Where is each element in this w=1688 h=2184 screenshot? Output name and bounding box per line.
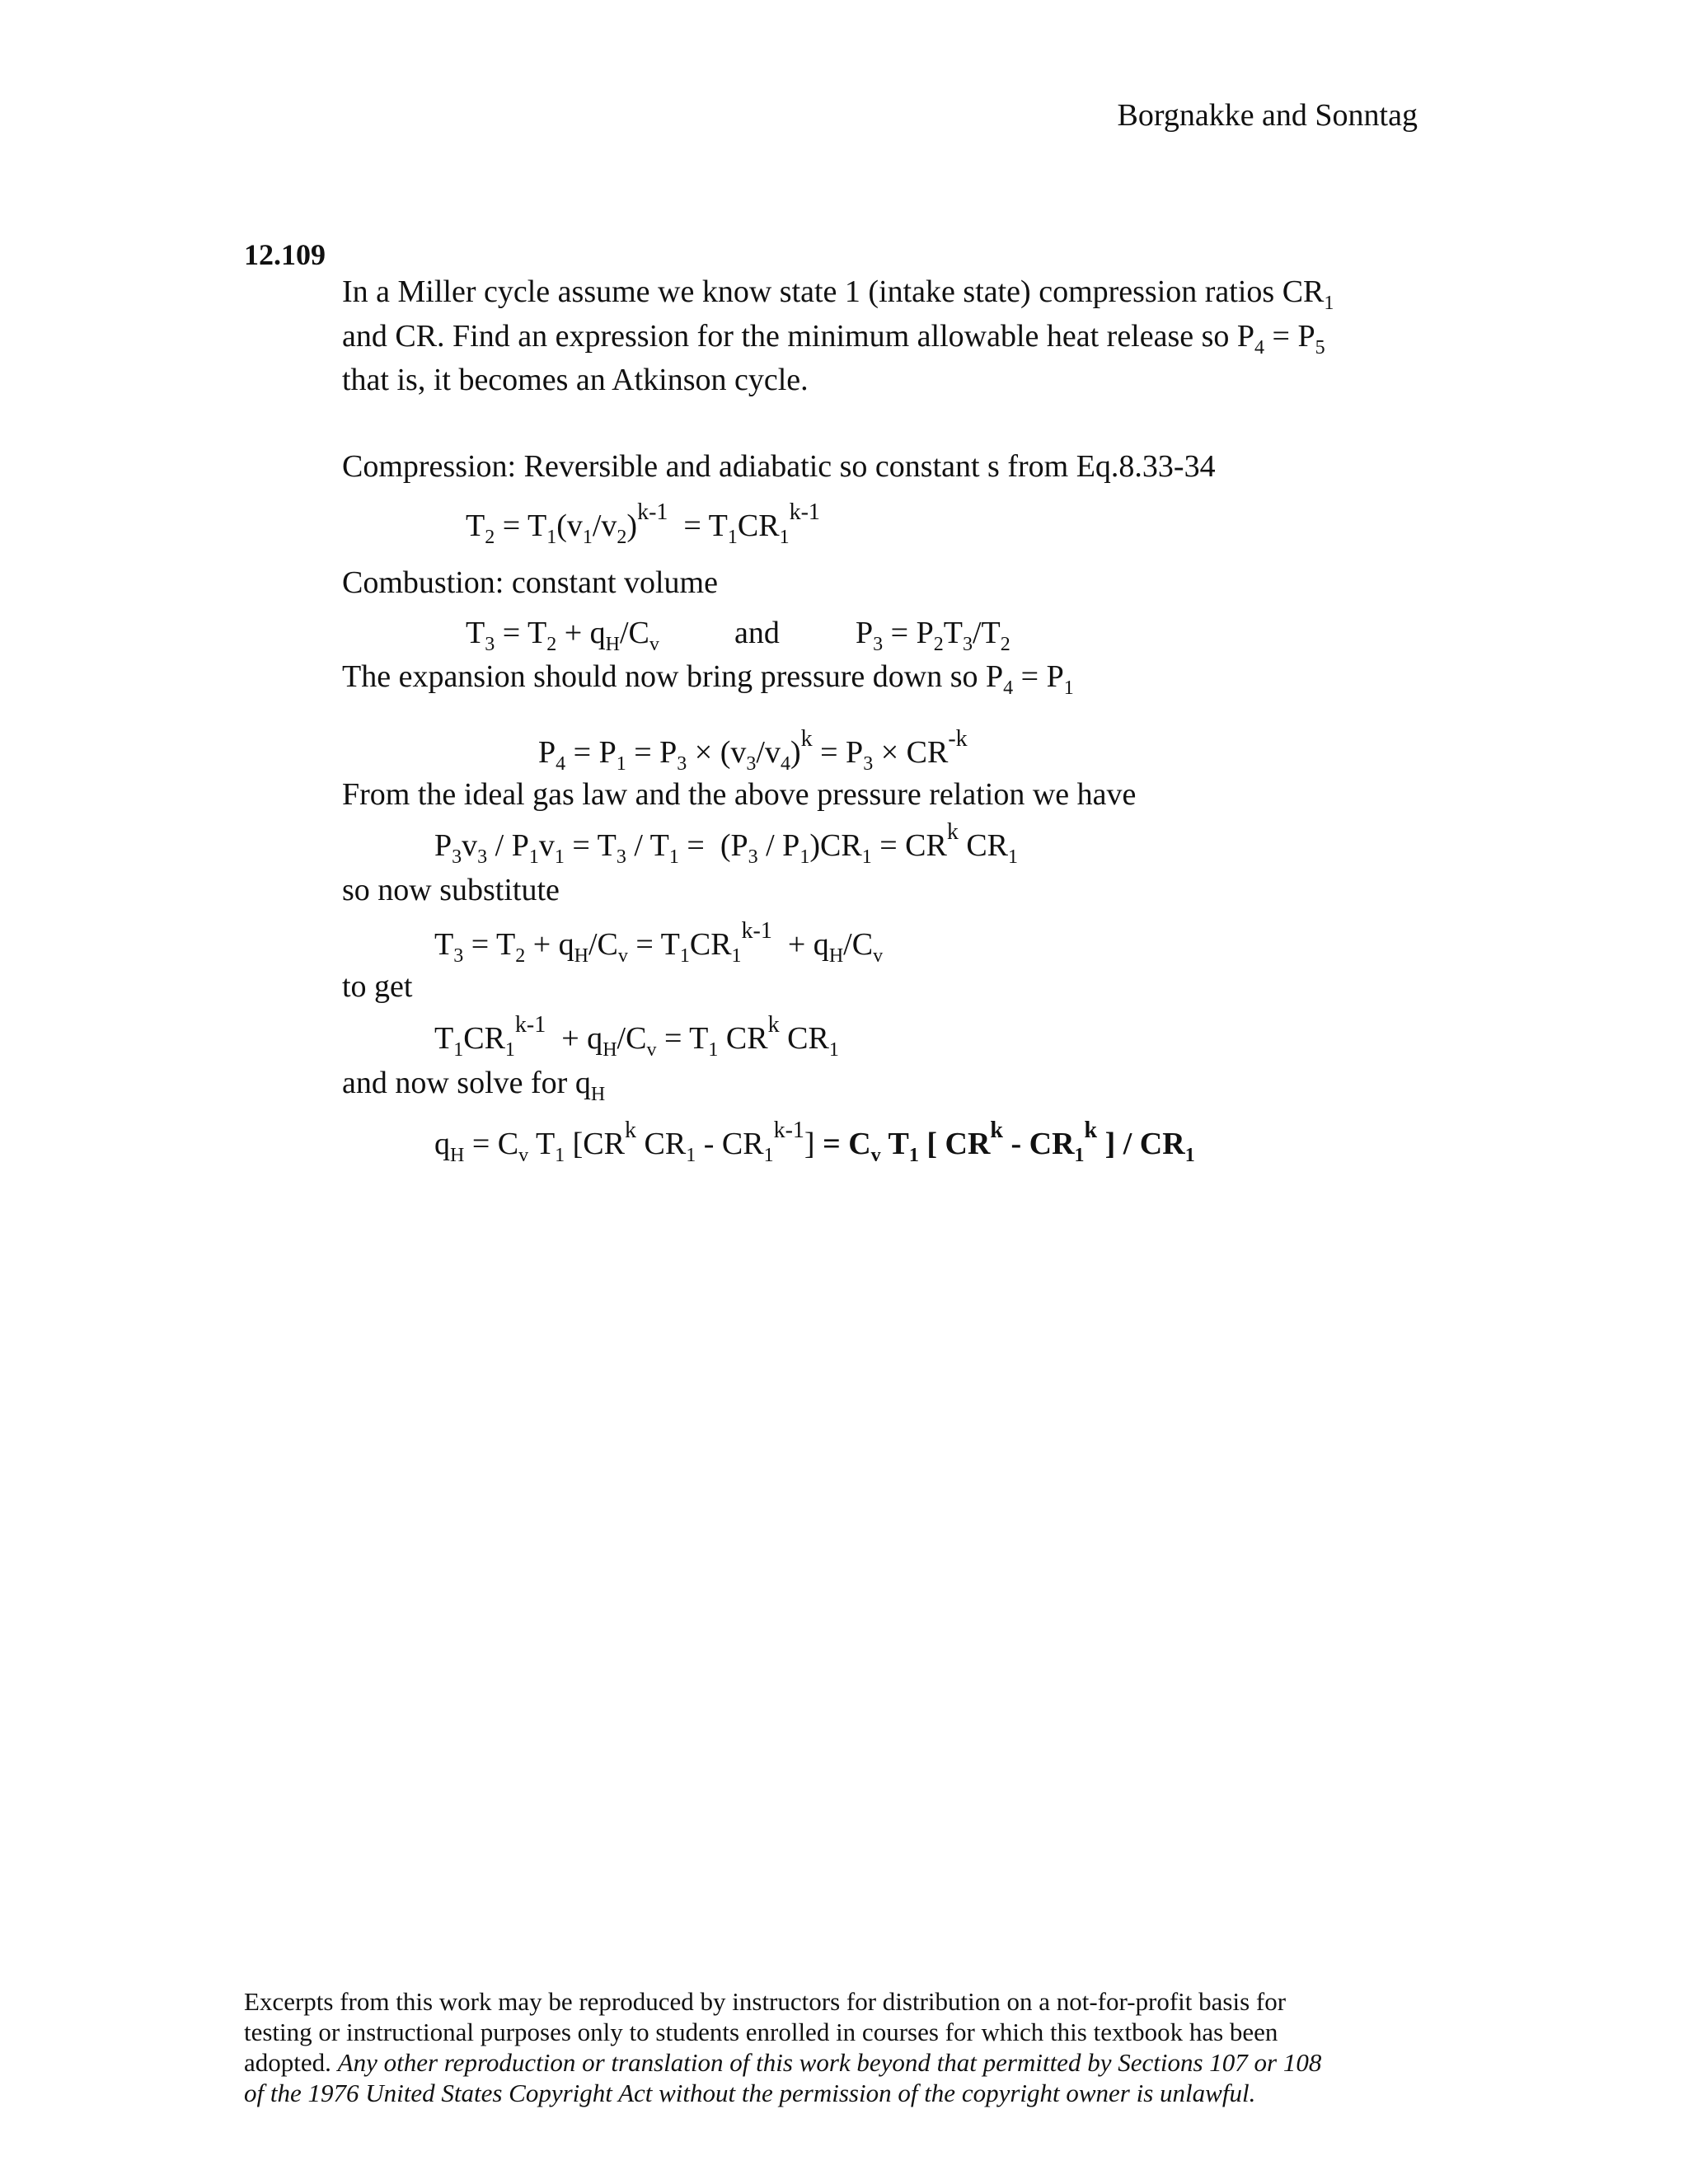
equation-t2: $T_2 = T_1(v_1/v_2)^{k-1} = T_1CR_1^{k-1}$ <box>466 499 820 548</box>
running-header: Borgnakke and Sonntag <box>1117 98 1418 133</box>
footer-line-3: adopted. Any other reproduction or translation of this work beyond that permitted by Sections 107 or 108 <box>244 2048 1322 2077</box>
equation-balance: $T_1CR_1^{k-1} + q_H/C_v = T_1$ $CR^k$ $CR_1$ <box>434 1012 839 1061</box>
equation-ratio: $P_3v_3 / P_1v_1 = T_3 / T_1 = (P_3 / P_1)CR_1 = CR^k$ $CR_1$ <box>434 819 1019 868</box>
footer-line-2: testing or instructional purposes only to students enrolled in courses for which this textbook has been <box>244 2018 1278 2046</box>
solve-text: and now solve for $q_H$ <box>342 1066 606 1105</box>
footer-line-4: of the 1976 United States Copyright Act without the permission of the copyright owner is unlawful. <box>244 2079 1256 2107</box>
statement-line-2: and CR. Find an expression for the minimum allowable heat release so $P_4 = P_5$ <box>342 319 1325 359</box>
footer-line-1: Excerpts from this work may be reproduced by instructors for distribution on a not-for-profit basis for <box>244 1987 1287 2016</box>
compression-label: Compression: Reversible and adiabatic so constant s from Eq.8.33-34 <box>342 449 1216 484</box>
statement-line-1: In a Miller cycle assume we know state 1 (intake state) compression ratios $CR_1$ <box>342 274 1334 314</box>
combustion-label: Combustion: constant volume <box>342 565 718 600</box>
and-word: and <box>734 616 780 650</box>
equation-p3: $P_3 = P_2T_3/T_2$ <box>856 616 1010 655</box>
substitute-text: so now substitute <box>342 873 560 907</box>
statement-line-3: that is, it becomes an Atkinson cycle. <box>342 363 809 397</box>
expansion-text: The expansion should now bring pressure down so $P_4 = P_1$ <box>342 659 1074 699</box>
problem-number: 12.109 <box>244 238 326 271</box>
equation-p4: $P_4 = P_1 = P_3 \times (v_3/v_4)^k = P_3 \times CR^{-k}$ <box>538 726 968 775</box>
ideal-gas-text: From the ideal gas law and the above pressure relation we have <box>342 777 1137 812</box>
equation-t3-sub: $T_3 = T_2 + q_H/C_v = T_1CR_1^{k-1} + q_H/C_v$ <box>434 918 884 967</box>
equation-qh-final: $q_H = C_v$ $T_1$ [$CR^k$ $CR_1 - CR_1^{k-1}] = C_v$ $T_1$ [ $CR^k - CR_1^k$ ] / $CR_1$ <box>434 1118 1195 1166</box>
equation-t3: $T_3 = T_2 + q_H/C_v$ <box>466 616 659 655</box>
to-get-text: to get <box>342 969 413 1004</box>
